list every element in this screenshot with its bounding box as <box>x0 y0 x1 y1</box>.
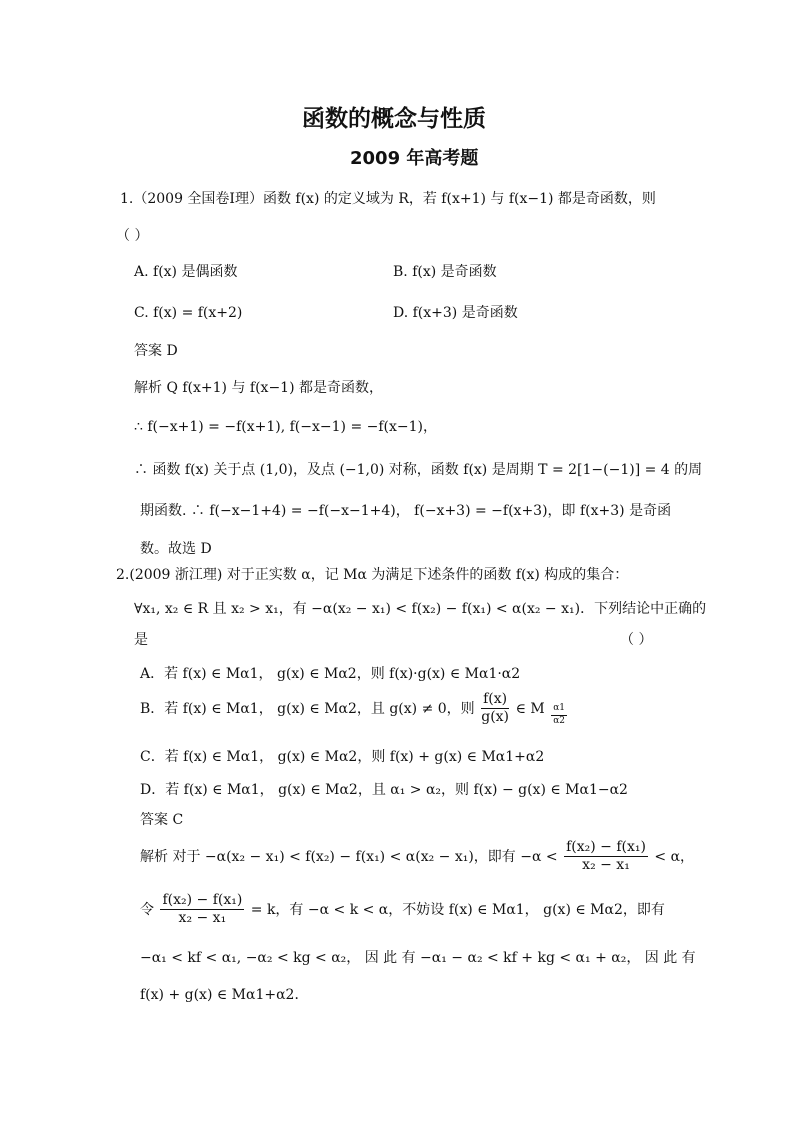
q1-analysis-line-4: 期函数. ∴ f(−x−1+4) = −f(−x−1+4)， f(−x+3) = −f(x+3)，即 f(x+3) 是奇函 <box>140 503 672 519</box>
q1-option-d: D. f(x+3) 是奇函数 <box>393 305 518 321</box>
q1-analysis-line-5: 数。故选 D <box>140 541 212 557</box>
q2-analysis-2-numerator: f(x₂) − f(x₁) <box>160 893 244 910</box>
q1-analysis-line-2: ∴ f(−x+1) = −f(x+1), f(−x−1) = −f(x−1)， <box>134 419 437 435</box>
q2-analysis-2-fraction <box>160 893 244 927</box>
q2-answer-paren: （ ） <box>620 632 653 648</box>
q1-answer-paren: （ ） <box>116 228 149 244</box>
q2-analysis-1-denominator: x₂ − x₁ <box>582 857 630 874</box>
q2-option-d: D．若 f(x) ∈ Mα1， g(x) ∈ Mα2，且 α₁ > α₂，则 f(x) − g(x) ∈ Mα1−α2 <box>140 782 628 798</box>
q2-option-b-fraction <box>481 692 509 726</box>
q2-option-b-text: B．若 f(x) ∈ Mα1， g(x) ∈ Mα2，且 g(x) ≠ 0，则 <box>140 700 475 717</box>
q2-stem-line-1: 2.(2009 浙江理) 对于正实数 α，记 Mα 为满足下述条件的函数 f(x) 构成的集合： <box>116 567 629 583</box>
q2-analysis-2-text: 令 <box>140 901 154 918</box>
q2-stem-line-2: ∀x₁, x₂ ∈ R 且 x₂ > x₁，有 −α(x₂ − x₁) < f(x₂) − f(x₁) < α(x₂ − x₁)．下列结论中正确的 <box>134 601 707 617</box>
page-title: 函数的概念与性质 <box>302 106 486 132</box>
q2-analysis-1-fraction <box>564 840 648 874</box>
q2-analysis-line-2 <box>140 893 665 927</box>
q2-analysis-line-4: f(x) + g(x) ∈ Mα1+α2． <box>140 987 309 1003</box>
q1-option-b: B. f(x) 是奇函数 <box>393 264 497 280</box>
q2-analysis-line-3: −α₁ < kf < α₁, −α₂ < kg < α₂， 因 此 有 −α₁ − α₂ < kf + kg < α₁ + α₂， 因 此 有 <box>140 950 696 966</box>
q2-analysis-1-tail: < α， <box>654 848 695 865</box>
q1-option-a: A. f(x) 是偶函数 <box>134 264 238 280</box>
q1-answer: 答案 D <box>134 343 178 359</box>
q2-analysis-2-denominator: x₂ − x₁ <box>178 910 227 927</box>
q1-stem: 1.（2009 全国卷Ⅰ理）函数 f(x) 的定义域为 R，若 f(x+1) 与 f(x−1) 都是奇函数，则 <box>120 191 656 207</box>
q2-option-b <box>140 692 569 727</box>
q2-answer: 答案 C <box>140 812 184 828</box>
q2-option-b-sub-numerator: α1 <box>551 704 567 716</box>
q2-option-b-sub-denominator: α2 <box>553 715 566 726</box>
q2-analysis-1-text: 解析 对于 −α(x₂ − x₁) < f(x₂) − f(x₁) < α(x₂ − x₁)，即有 −α < <box>140 848 558 865</box>
q2-stem-line-3: 是 <box>134 632 148 648</box>
q1-analysis-line-1: 解析 Q f(x+1) 与 f(x−1) 都是奇函数， <box>134 380 384 396</box>
q2-option-a: A．若 f(x) ∈ Mα1， g(x) ∈ Mα2，则 f(x)·g(x) ∈ Mα1·α2 <box>140 666 521 682</box>
q2-option-c: C．若 f(x) ∈ Mα1， g(x) ∈ Mα2，则 f(x) + g(x) ∈ Mα1+α2 <box>140 749 545 765</box>
q2-option-b-denominator: g(x) <box>481 709 510 726</box>
q2-analysis-line-1 <box>140 840 694 874</box>
q2-option-b-subscript-fraction <box>551 704 567 727</box>
q1-option-c: C. f(x) = f(x+2) <box>134 305 243 321</box>
q2-analysis-2-tail: = k，有 −α < k < α，不妨设 f(x) ∈ Mα1， g(x) ∈ Mα2，即有 <box>250 901 665 918</box>
q2-analysis-1-numerator: f(x₂) − f(x₁) <box>564 840 648 857</box>
q2-option-b-set: ∈ M <box>515 700 545 717</box>
q1-analysis-line-3: ∴ 函数 f(x) 关于点 (1,0)，及点 (−1,0) 对称，函数 f(x) 是周期 T = 2[1−(−1)] = 4 的周 <box>134 462 703 478</box>
page-subtitle: 2009 年高考题 <box>350 148 479 169</box>
q2-option-b-numerator: f(x) <box>481 692 509 709</box>
